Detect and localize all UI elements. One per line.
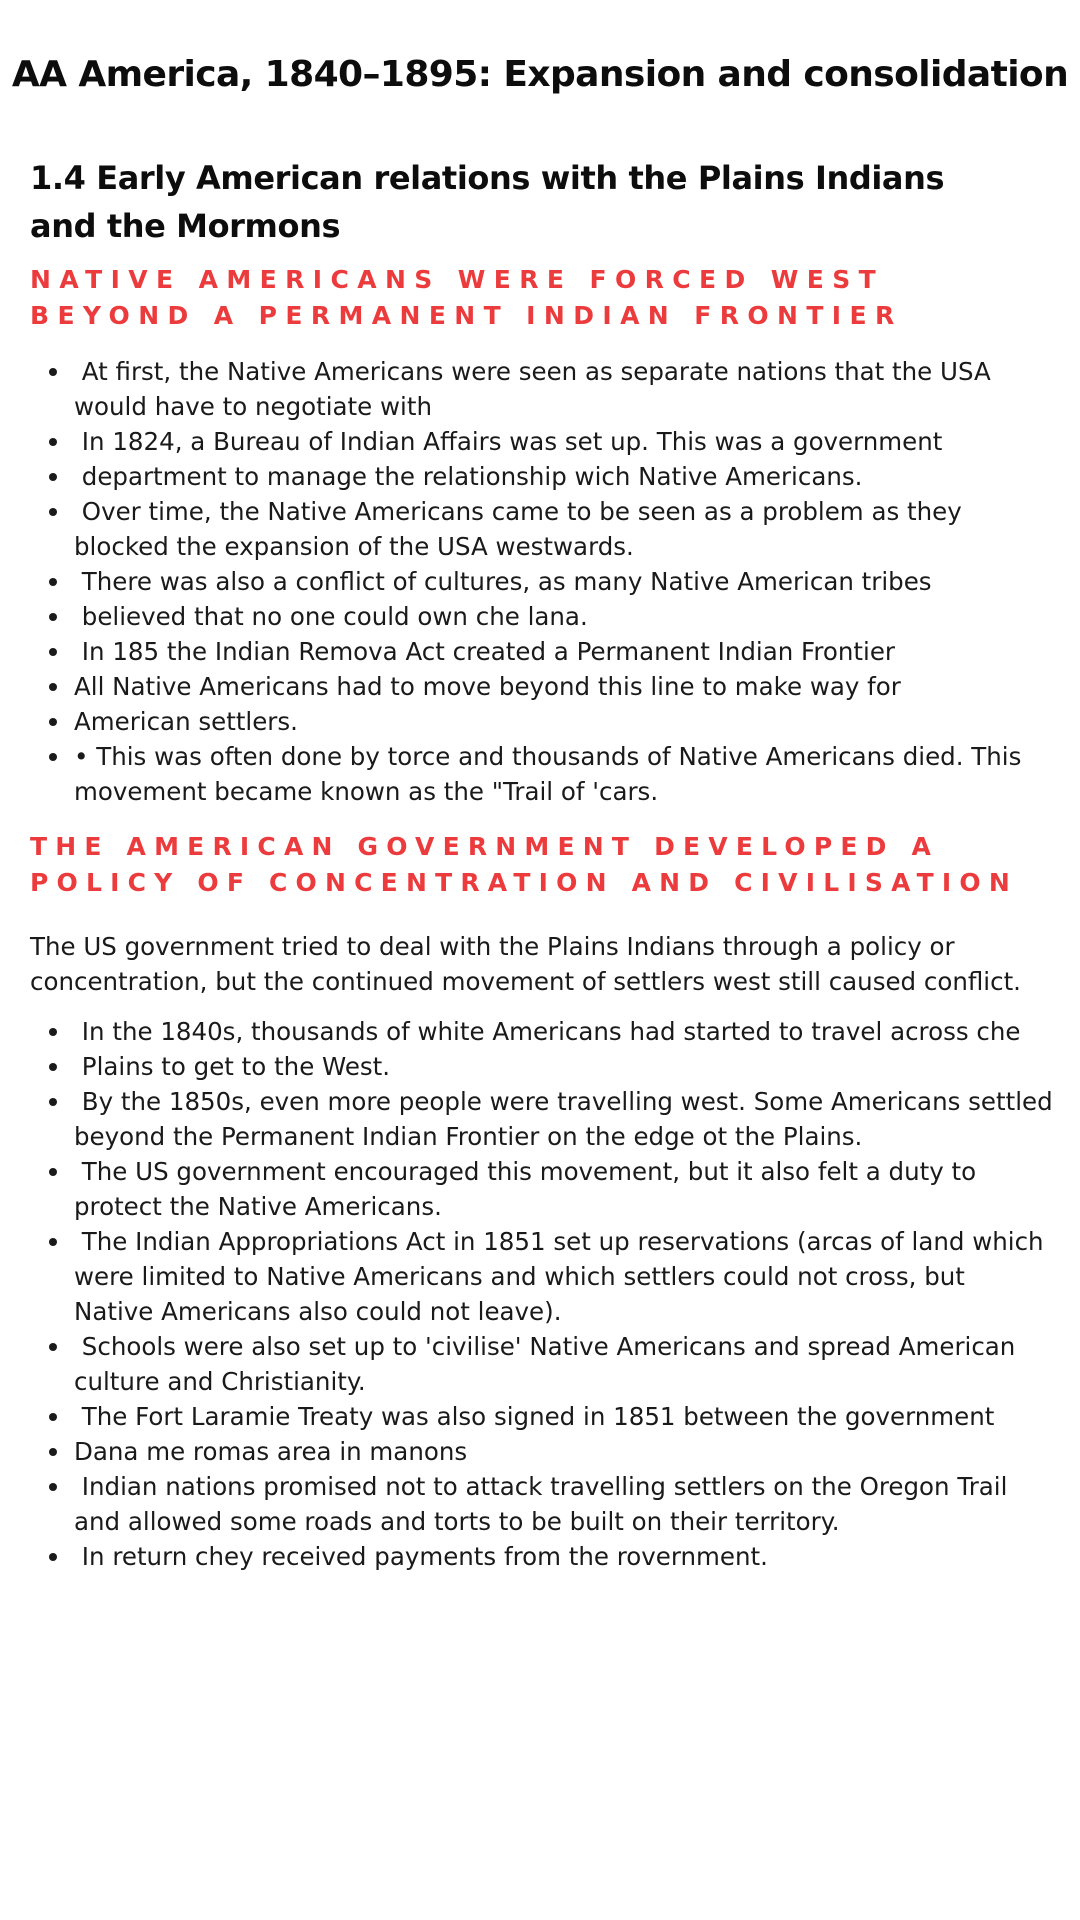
list-item (30, 1224, 1060, 1329)
list-item-text: All Native Americans had to move beyond this line to make way for (74, 672, 901, 701)
bullet-icon (49, 368, 57, 376)
list-item (30, 354, 1060, 424)
list-item (30, 1399, 1060, 1434)
bullet-icon (49, 613, 57, 621)
bullet-icon (49, 1098, 57, 1106)
bullet-icon (49, 1063, 57, 1071)
section-title-line-2: and the Mormons (30, 207, 341, 245)
list-item (30, 669, 1060, 704)
list-item (30, 459, 1060, 494)
list-item (30, 1434, 1060, 1469)
bullet-icon (49, 648, 57, 656)
bullet-icon (49, 1448, 57, 1456)
bullet-icon (49, 1028, 57, 1036)
bullet-icon (49, 718, 57, 726)
list-item-text: department to manage the relationship wich Native Americans. (74, 462, 863, 491)
list-item (30, 599, 1060, 634)
list-item (30, 634, 1060, 669)
list-item (30, 1329, 1060, 1399)
subheading-forced-west (30, 262, 1060, 334)
list-item-text: In 185 the Indian Remova Act created a Permanent Indian Frontier (74, 637, 895, 666)
list-item (30, 704, 1060, 739)
list-item (30, 739, 1060, 809)
list-item-text: The US government encouraged this movement, but it also felt a duty to protect the Native Americans. (74, 1157, 977, 1221)
list-item (30, 1084, 1060, 1154)
bullet-list-concentration-policy (30, 1014, 1060, 1574)
list-item (30, 1154, 1060, 1224)
list-item-text: American settlers. (74, 707, 298, 736)
list-item-text: Dana me romas area in manons (74, 1437, 468, 1466)
list-item (30, 1539, 1060, 1574)
list-item (30, 424, 1060, 459)
section-title (30, 154, 990, 250)
intro-paragraph-line-1: The US government tried to deal with the Plains Indians through a policy or (30, 932, 955, 961)
list-item-text: Plains to get to the West. (74, 1052, 391, 1081)
list-item-text: In return chey received payments from the rovernment. (74, 1542, 768, 1571)
list-item-text: • This was often done by torce and thousands of Native Americans died. This movement became known as the "Trail of 'cars. (74, 742, 1022, 806)
list-item-text: believed that no one could own che lana. (74, 602, 588, 631)
bullet-icon (49, 578, 57, 586)
section-title-line-1: 1.4 Early American relations with the Plains Indians (30, 159, 945, 197)
list-item-text: In 1824, a Bureau of Indian Affairs was set up. This was a government (74, 427, 943, 456)
list-item-text: Indian nations promised not to attack travelling settlers on the Oregon Trail and allowed some roads and torts to be built on their territory. (74, 1472, 1008, 1536)
bullet-icon (49, 1343, 57, 1351)
bullet-icon (49, 1483, 57, 1491)
list-item-text: The Fort Laramie Treaty was also signed in 1851 between the government (74, 1402, 995, 1431)
list-item-text: Schools were also set up to 'civilise' Native Americans and spread American culture and Christianity. (74, 1332, 1016, 1396)
list-item (30, 1049, 1060, 1084)
list-item-text: Over time, the Native Americans came to be seen as a problem as they blocked the expansion of the USA westwards. (74, 497, 962, 561)
bullet-icon (49, 753, 57, 761)
subheading-concentration-policy-line-1: THE AMERICAN GOVERNMENT DEVELOPED A (30, 832, 940, 861)
list-item-text: There was also a conflict of cultures, as many Native American tribes (74, 567, 932, 596)
bullet-icon (49, 1553, 57, 1561)
subheading-forced-west-line-2: BEYOND A PERMANENT INDIAN FRONTIER (30, 301, 903, 330)
list-item-text: The Indian Appropriations Act in 1851 set up reservations (arcas of land which were limited to Native Americans and which settlers could not cross, but Native Americans also could not leave). (74, 1227, 1044, 1326)
bullet-list-forced-west (30, 354, 1060, 809)
list-item-text: At first, the Native Americans were seen as separate nations that the USA would have to negotiate with (74, 357, 991, 421)
list-item (30, 1014, 1060, 1049)
bullet-icon (49, 438, 57, 446)
document-title: AA America, 1840–1895: Expansion and consolidation (11, 54, 1069, 95)
bullet-icon (49, 683, 57, 691)
bullet-icon (49, 1168, 57, 1176)
intro-paragraph (30, 929, 1070, 999)
intro-paragraph-line-2: concentration, but the continued movement of settlers west still caused conflict. (30, 967, 1021, 996)
subheading-forced-west-line-1: NATIVE AMERICANS WERE FORCED WEST (30, 265, 885, 294)
bullet-icon (49, 1238, 57, 1246)
list-item-text: In the 1840s, thousands of white Americans had started to travel across che (74, 1017, 1021, 1046)
bullet-icon (49, 1413, 57, 1421)
bullet-icon (49, 473, 57, 481)
list-item (30, 564, 1060, 599)
list-item (30, 1469, 1060, 1539)
list-item (30, 494, 1060, 564)
subheading-concentration-policy (30, 829, 1060, 901)
list-item-text: By the 1850s, even more people were travelling west. Some Americans settled beyond the Permanent Indian Frontier on the edge ot the Plains. (74, 1087, 1053, 1151)
bullet-icon (49, 508, 57, 516)
subheading-concentration-policy-line-2: POLICY OF CONCENTRATION AND CIVILISATION (30, 868, 1019, 897)
